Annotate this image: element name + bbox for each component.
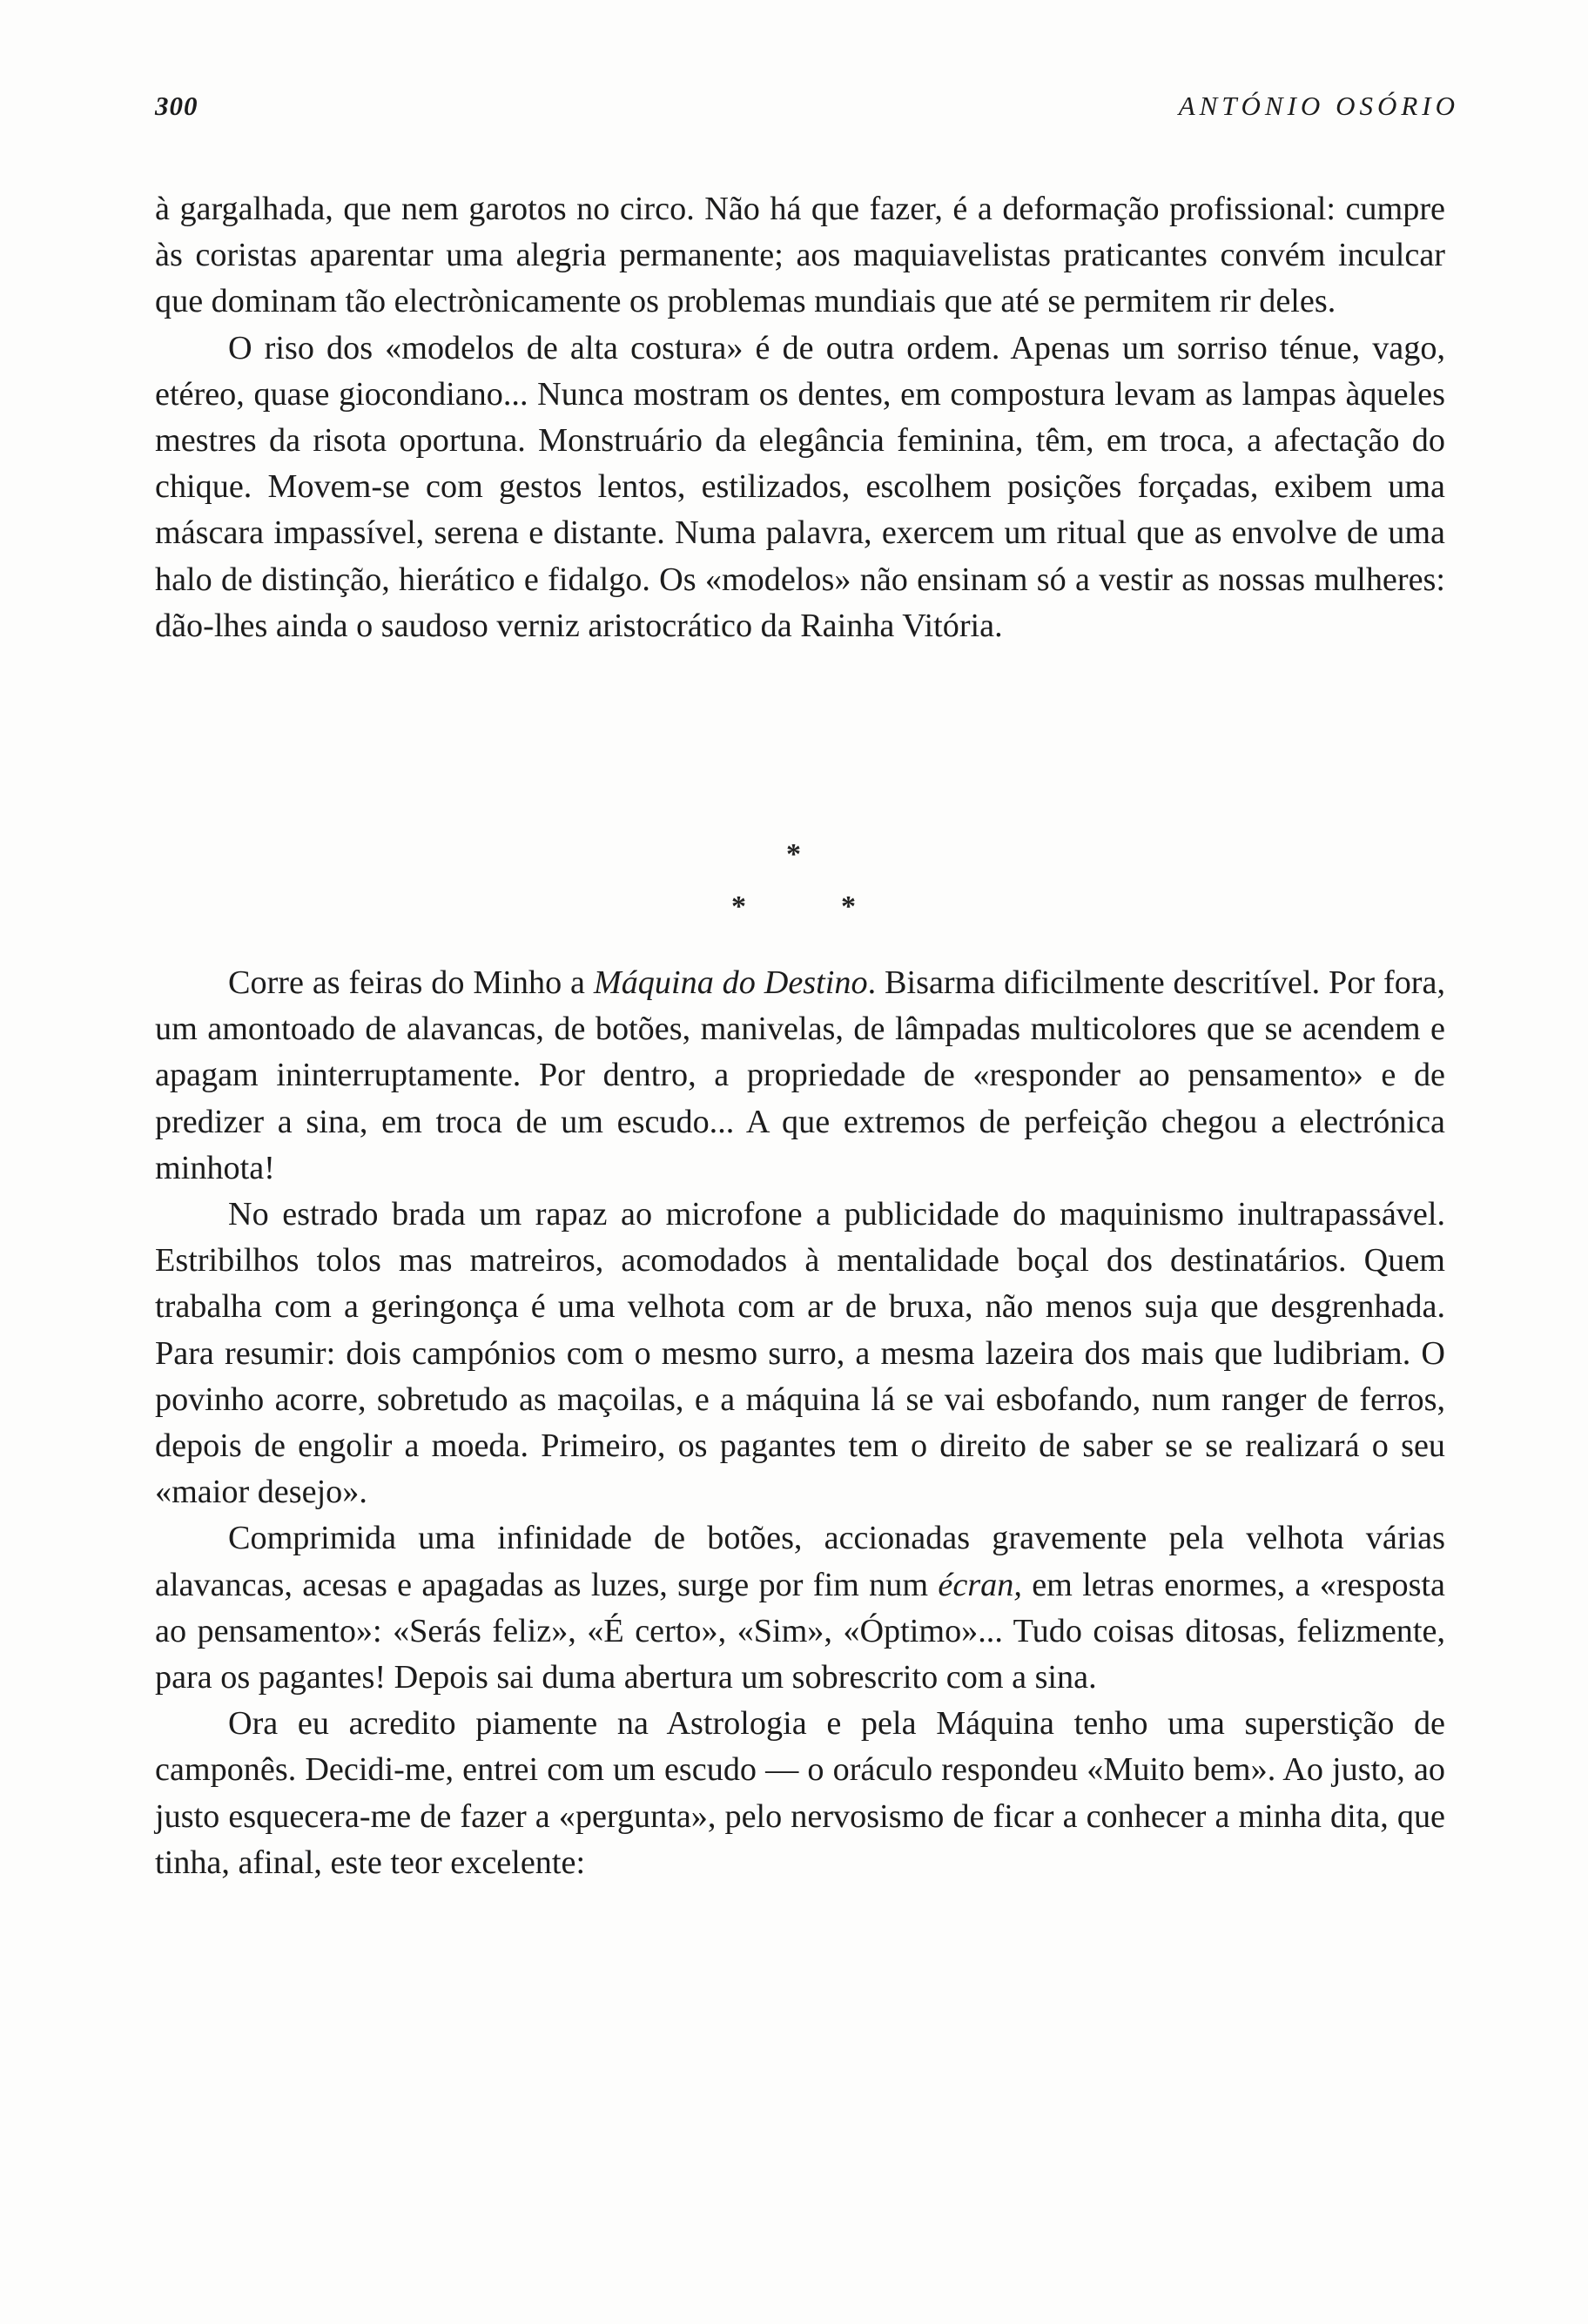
paragraph [155, 960, 1445, 1192]
paragraph: à gargalhada, que nem garotos no circo. Não há que fazer, é a deformação profissional: cumpre às coristas aparentar uma alegria permanente; aos maquiavelistas praticantes convém inculcar que dominam tão electrònicamente os problemas mundiais que até se permitem rir deles. [155, 191, 1445, 320]
running-head-author: ANTÓNIO OSÓRIO [1178, 91, 1459, 121]
text-run: Corre as feiras do Minho a [228, 964, 594, 1001]
asterisk: * [841, 890, 856, 923]
asterisk: * [786, 838, 801, 870]
text-block-1 [155, 186, 1445, 649]
italic-term: écran, [938, 1566, 1022, 1603]
paragraph: O riso dos «modelos de alta costura» é de outra ordem. Apenas um sorriso ténue, vago, etéreo, quase giocondiano... Nunca mostram os dentes, em compostura levam as lampas àqueles mestres da risota oportuna. Monstruário da elegância feminina, têm, em troca, a afectação do chique. Movem-se com gestos lentos, estilizados, escolhem posições forçadas, exibem uma máscara impassível, serena e distante. Numa palavra, exercem um ritual que as envolve de uma halo de distinção, hierático e fidalgo. Os «modelos» não ensinam só a vestir as nossas mulheres: dão-lhes ainda o saudoso verniz aristocrático da Rainha Vitória. [155, 329, 1445, 644]
text-run: Comprimida uma infinidade de botões, accionadas gravemente pela velhota várias alavancas, acesas e apagadas as luzes, surge por fim num [155, 1520, 1445, 1603]
text-block-2 [155, 960, 1445, 1886]
paragraph [155, 1515, 1445, 1701]
section-break-asterism [731, 840, 862, 927]
book-title-italic: Máquina do Destino [593, 964, 868, 1001]
asterisk: * [731, 890, 746, 923]
page-header [155, 91, 1459, 134]
text-run: em letras enormes, a «resposta ao pensamento»: «Serás feliz», «É certo», «Sim», «Óptimo»... Tudo coisas ditosas, felizmente, para os pagantes! Depois sai duma abertura um sobrescrito com a sina. [155, 1566, 1445, 1696]
paragraph: No estrado brada um rapaz ao microfone a publicidade do maquinismo inultrapassável. Estribilhos tolos mas matreiros, acomodados à mentalidade boçal dos destinatários. Quem trabalha com a geringonça é uma velhota com ar de bruxa, não menos suja que desgrenhada. Para resumir: dois campónios com o mesmo surro, a mesma lazeira dos mais que ludibriam. O povinho acorre, sobretudo as maçoilas, e a máquina lá se vai esbofando, num ranger de ferros, depois de engolir a moeda. Primeiro, os pagantes tem o direito de saber se se realizará o seu «maior desejo». [155, 1196, 1445, 1511]
text-run: . Bisarma dificilmente descritível. Por fora, um amontoado de alavancas, de botões, manivelas, de lâmpadas multicolores que se acendem e apagam ininterruptamente. Por dentro, a propriedade de «responder ao pensamento» e de predizer a sina, em troca de um escudo... A que extremos de perfeição chegou a electrónica minhota! [155, 964, 1446, 1186]
page-number: 300 [155, 91, 198, 121]
paragraph: Ora eu acredito piamente na Astrologia e pela Máquina tenho uma superstição de camponês. Decidi-me, entrei com um escudo — o oráculo respondeu «Muito bem». Ao justo, ao justo esquecera-me de fazer a «pergunta», pelo nervosismo de ficar a conhecer a minha dita, que tinha, afinal, este teor excelente: [155, 1705, 1445, 1881]
